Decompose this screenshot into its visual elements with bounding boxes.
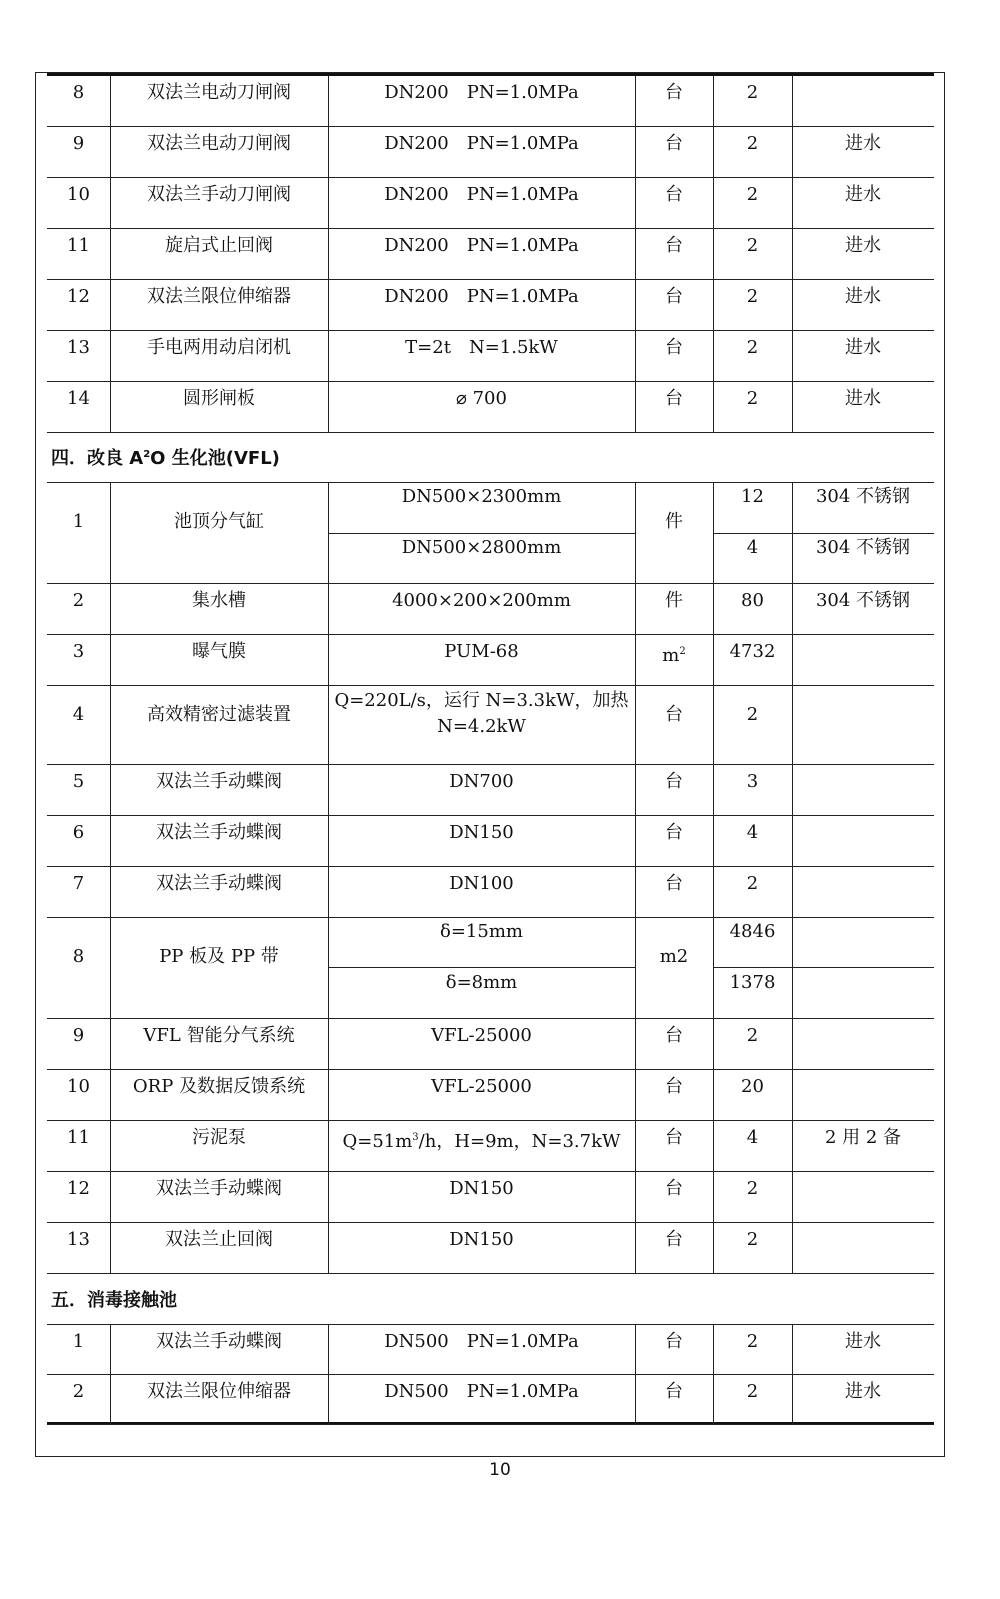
item-qty: 2 bbox=[746, 286, 759, 307]
item-note: 304 不锈钢 bbox=[815, 590, 911, 611]
row-number: 4 bbox=[72, 704, 85, 725]
item-qty: 2 bbox=[746, 704, 759, 725]
table-row bbox=[47, 867, 934, 918]
row-number: 11 bbox=[67, 1127, 90, 1148]
item-spec: DN200 PN=1.0MPa bbox=[384, 235, 579, 256]
item-unit: 台 bbox=[665, 1229, 683, 1250]
table-row bbox=[47, 331, 934, 382]
item-qty: 2 bbox=[746, 1025, 759, 1046]
table-row bbox=[47, 127, 934, 178]
item-unit: $m^2$ bbox=[662, 645, 686, 666]
item-name: 双法兰手动刀闸阀 bbox=[147, 184, 291, 205]
item-unit: 台 bbox=[665, 133, 683, 154]
item-name: 集水槽 bbox=[192, 590, 246, 611]
item-unit: 台 bbox=[665, 286, 683, 307]
item-note: 进水 bbox=[845, 286, 881, 307]
item-qty: 80 bbox=[741, 590, 764, 611]
item-unit: 台 bbox=[665, 873, 683, 894]
row-number: 12 bbox=[67, 286, 90, 307]
table-row bbox=[47, 178, 934, 229]
item-spec: Q=220L/s，运行 N=3.3kW，加热 bbox=[334, 690, 629, 711]
item-name: 圆形闸板 bbox=[183, 388, 255, 409]
item-qty: 2 bbox=[746, 1381, 759, 1402]
item-note: 进水 bbox=[845, 388, 881, 409]
table-row bbox=[47, 1172, 934, 1223]
table-row-item8 bbox=[47, 918, 934, 1019]
item-spec: DN100 bbox=[449, 873, 514, 894]
item-spec: DN150 bbox=[449, 1178, 514, 1199]
item-note bbox=[792, 765, 934, 815]
item-unit: 台 bbox=[665, 1381, 683, 1402]
item-unit: 台 bbox=[665, 235, 683, 256]
item-name: 双法兰手动蝶阀 bbox=[156, 1331, 282, 1352]
row-number: 10 bbox=[67, 1076, 90, 1097]
item-note bbox=[792, 1070, 934, 1120]
row-number: 7 bbox=[72, 873, 85, 894]
item-note: 304 不锈钢 bbox=[815, 486, 911, 507]
row-number: 1 bbox=[72, 511, 85, 532]
row-number: 12 bbox=[67, 1178, 90, 1199]
item-note: 进水 bbox=[845, 1331, 881, 1352]
item-name: PP 板及 PP 带 bbox=[159, 946, 279, 967]
item-qty: 12 bbox=[741, 486, 764, 507]
row-number: 8 bbox=[72, 946, 85, 967]
item-qty: 2 bbox=[746, 82, 759, 103]
item-unit: 台 bbox=[665, 1025, 683, 1046]
item-spec: DN200 PN=1.0MPa bbox=[384, 82, 579, 103]
item-note: 进水 bbox=[845, 1381, 881, 1402]
item-qty: 2 bbox=[746, 133, 759, 154]
item-qty: 1378 bbox=[729, 972, 776, 993]
item-qty: 2 bbox=[746, 1178, 759, 1199]
table-row bbox=[47, 816, 934, 867]
item-name: 旋启式止回阀 bbox=[165, 235, 273, 256]
table-row-item4 bbox=[47, 686, 934, 765]
item-name: 双法兰手动蝶阀 bbox=[156, 822, 282, 843]
item-unit: 台 bbox=[665, 1127, 683, 1148]
row-number: 1 bbox=[72, 1331, 85, 1352]
item-note bbox=[792, 867, 934, 917]
item-name: 双法兰电动刀闸阀 bbox=[147, 82, 291, 103]
row-number: 2 bbox=[72, 1381, 85, 1402]
item-qty: 20 bbox=[741, 1076, 764, 1097]
table-row bbox=[47, 1070, 934, 1121]
item-qty: 3 bbox=[746, 771, 759, 792]
item-name: 双法兰限位伸缩器 bbox=[147, 286, 291, 307]
row-number: 8 bbox=[72, 82, 85, 103]
row-number: 6 bbox=[72, 822, 85, 843]
item-note bbox=[792, 816, 934, 866]
item-qty: 4 bbox=[746, 822, 759, 843]
item-unit: 台 bbox=[665, 184, 683, 205]
item-note bbox=[792, 1172, 934, 1222]
item-qty: 2 bbox=[746, 1331, 759, 1352]
item-note bbox=[792, 1223, 934, 1273]
table-row-item3 bbox=[47, 635, 934, 686]
row-number: 11 bbox=[67, 235, 90, 256]
item-spec: VFL-25000 bbox=[431, 1076, 532, 1097]
item-name: 高效精密过滤装置 bbox=[147, 704, 291, 725]
item-note: 304 不锈钢 bbox=[815, 537, 911, 558]
item-unit: 台 bbox=[665, 337, 683, 358]
item-spec: PUM-68 bbox=[444, 641, 519, 662]
item-note bbox=[792, 635, 934, 685]
item-qty: 2 bbox=[746, 235, 759, 256]
table-row bbox=[47, 1019, 934, 1070]
item-note: 进水 bbox=[845, 133, 881, 154]
table-row bbox=[47, 229, 934, 280]
item-name: 污泥泵 bbox=[192, 1127, 246, 1148]
row-number: 9 bbox=[72, 1025, 85, 1046]
item-name: 双法兰止回阀 bbox=[165, 1229, 273, 1250]
item-qty: 4846 bbox=[729, 921, 776, 942]
item-spec: DN500×2300mm bbox=[401, 486, 562, 507]
table-row bbox=[47, 1375, 934, 1425]
item-name: 双法兰手动蝶阀 bbox=[156, 1178, 282, 1199]
table-row bbox=[47, 584, 934, 635]
item-spec: DN150 bbox=[449, 822, 514, 843]
row-number: 2 bbox=[72, 590, 85, 611]
item-unit: 台 bbox=[665, 1331, 683, 1352]
item-spec: 4000×200×200mm bbox=[392, 590, 571, 611]
item-name: ORP 及数据反馈系统 bbox=[132, 1076, 306, 1097]
item-unit: 件 bbox=[665, 590, 683, 611]
item-qty: 2 bbox=[746, 337, 759, 358]
row-number: 5 bbox=[72, 771, 85, 792]
item-spec: VFL-25000 bbox=[431, 1025, 532, 1046]
item-name: 曝气膜 bbox=[192, 641, 246, 662]
item-qty: 4732 bbox=[729, 641, 776, 662]
item-name: 双法兰限位伸缩器 bbox=[147, 1381, 291, 1402]
item-qty: 4 bbox=[746, 537, 759, 558]
item-name: 池顶分气缸 bbox=[174, 511, 264, 532]
item-name: 手电两用动启闭机 bbox=[147, 337, 291, 358]
row-number: 9 bbox=[72, 133, 85, 154]
table-row bbox=[47, 280, 934, 331]
item-spec: DN200 PN=1.0MPa bbox=[384, 286, 579, 307]
item-note: 进水 bbox=[845, 184, 881, 205]
item-unit: 台 bbox=[665, 1178, 683, 1199]
item-spec: DN200 PN=1.0MPa bbox=[384, 133, 579, 154]
item-name: 双法兰手动蝶阀 bbox=[156, 771, 282, 792]
item-name: 双法兰手动蝶阀 bbox=[156, 873, 282, 894]
item-qty: 2 bbox=[746, 184, 759, 205]
section-4-title: 四．改良 $A^2O$ 生化池(VFL) bbox=[47, 432, 934, 483]
row-number: 13 bbox=[67, 337, 90, 358]
row-number: 14 bbox=[67, 388, 90, 409]
item-note: 2 用 2 备 bbox=[824, 1127, 902, 1148]
item-unit: m2 bbox=[659, 946, 689, 967]
item-name: VFL 智能分气系统 bbox=[143, 1025, 295, 1046]
item-unit: 件 bbox=[665, 511, 683, 532]
section-5-title: 五．消毒接触池 bbox=[47, 1274, 934, 1325]
item-spec: T=2t N=1.5kW bbox=[405, 337, 558, 358]
item-note: 进水 bbox=[845, 337, 881, 358]
item-name: 双法兰电动刀闸阀 bbox=[147, 133, 291, 154]
row-number: 13 bbox=[67, 1229, 90, 1250]
item-unit: 台 bbox=[665, 822, 683, 843]
item-qty: 2 bbox=[746, 873, 759, 894]
table-row bbox=[47, 1223, 934, 1274]
item-spec-line2: N=4.2kW bbox=[437, 716, 526, 737]
item-note bbox=[792, 1019, 934, 1069]
table-row-item11 bbox=[47, 1121, 934, 1172]
table-row bbox=[47, 765, 934, 816]
item-spec: DN500×2800mm bbox=[401, 537, 562, 558]
item-unit: 台 bbox=[665, 82, 683, 103]
item-spec: δ=8mm bbox=[445, 972, 518, 993]
item-note: 进水 bbox=[845, 235, 881, 256]
item-unit: 台 bbox=[665, 388, 683, 409]
item-qty: 2 bbox=[746, 1229, 759, 1250]
item-spec: DN700 bbox=[449, 771, 514, 792]
item-unit: 台 bbox=[665, 771, 683, 792]
item-spec: DN500 PN=1.0MPa bbox=[384, 1381, 579, 1402]
row-number: 3 bbox=[72, 641, 85, 662]
table-row-item1 bbox=[47, 483, 934, 584]
item-spec: DN500 PN=1.0MPa bbox=[384, 1331, 579, 1352]
table-row bbox=[47, 382, 934, 433]
item-spec: DN200 PN=1.0MPa bbox=[384, 184, 579, 205]
item-note bbox=[792, 76, 934, 126]
item-unit: 台 bbox=[665, 704, 683, 725]
item-unit: 台 bbox=[665, 1076, 683, 1097]
page-number: 10 bbox=[489, 1460, 511, 1480]
item-spec: $Q=51m^3/h$，H=9m，N=3.7kW bbox=[342, 1131, 621, 1152]
table-row bbox=[47, 1325, 934, 1375]
item-qty: 4 bbox=[746, 1127, 759, 1148]
item-qty: 2 bbox=[746, 388, 759, 409]
item-spec: DN150 bbox=[449, 1229, 514, 1250]
row-number: 10 bbox=[67, 184, 90, 205]
item-spec: ⌀ 700 bbox=[456, 388, 507, 409]
table-row bbox=[47, 76, 934, 127]
item-spec: δ=15mm bbox=[440, 921, 523, 942]
